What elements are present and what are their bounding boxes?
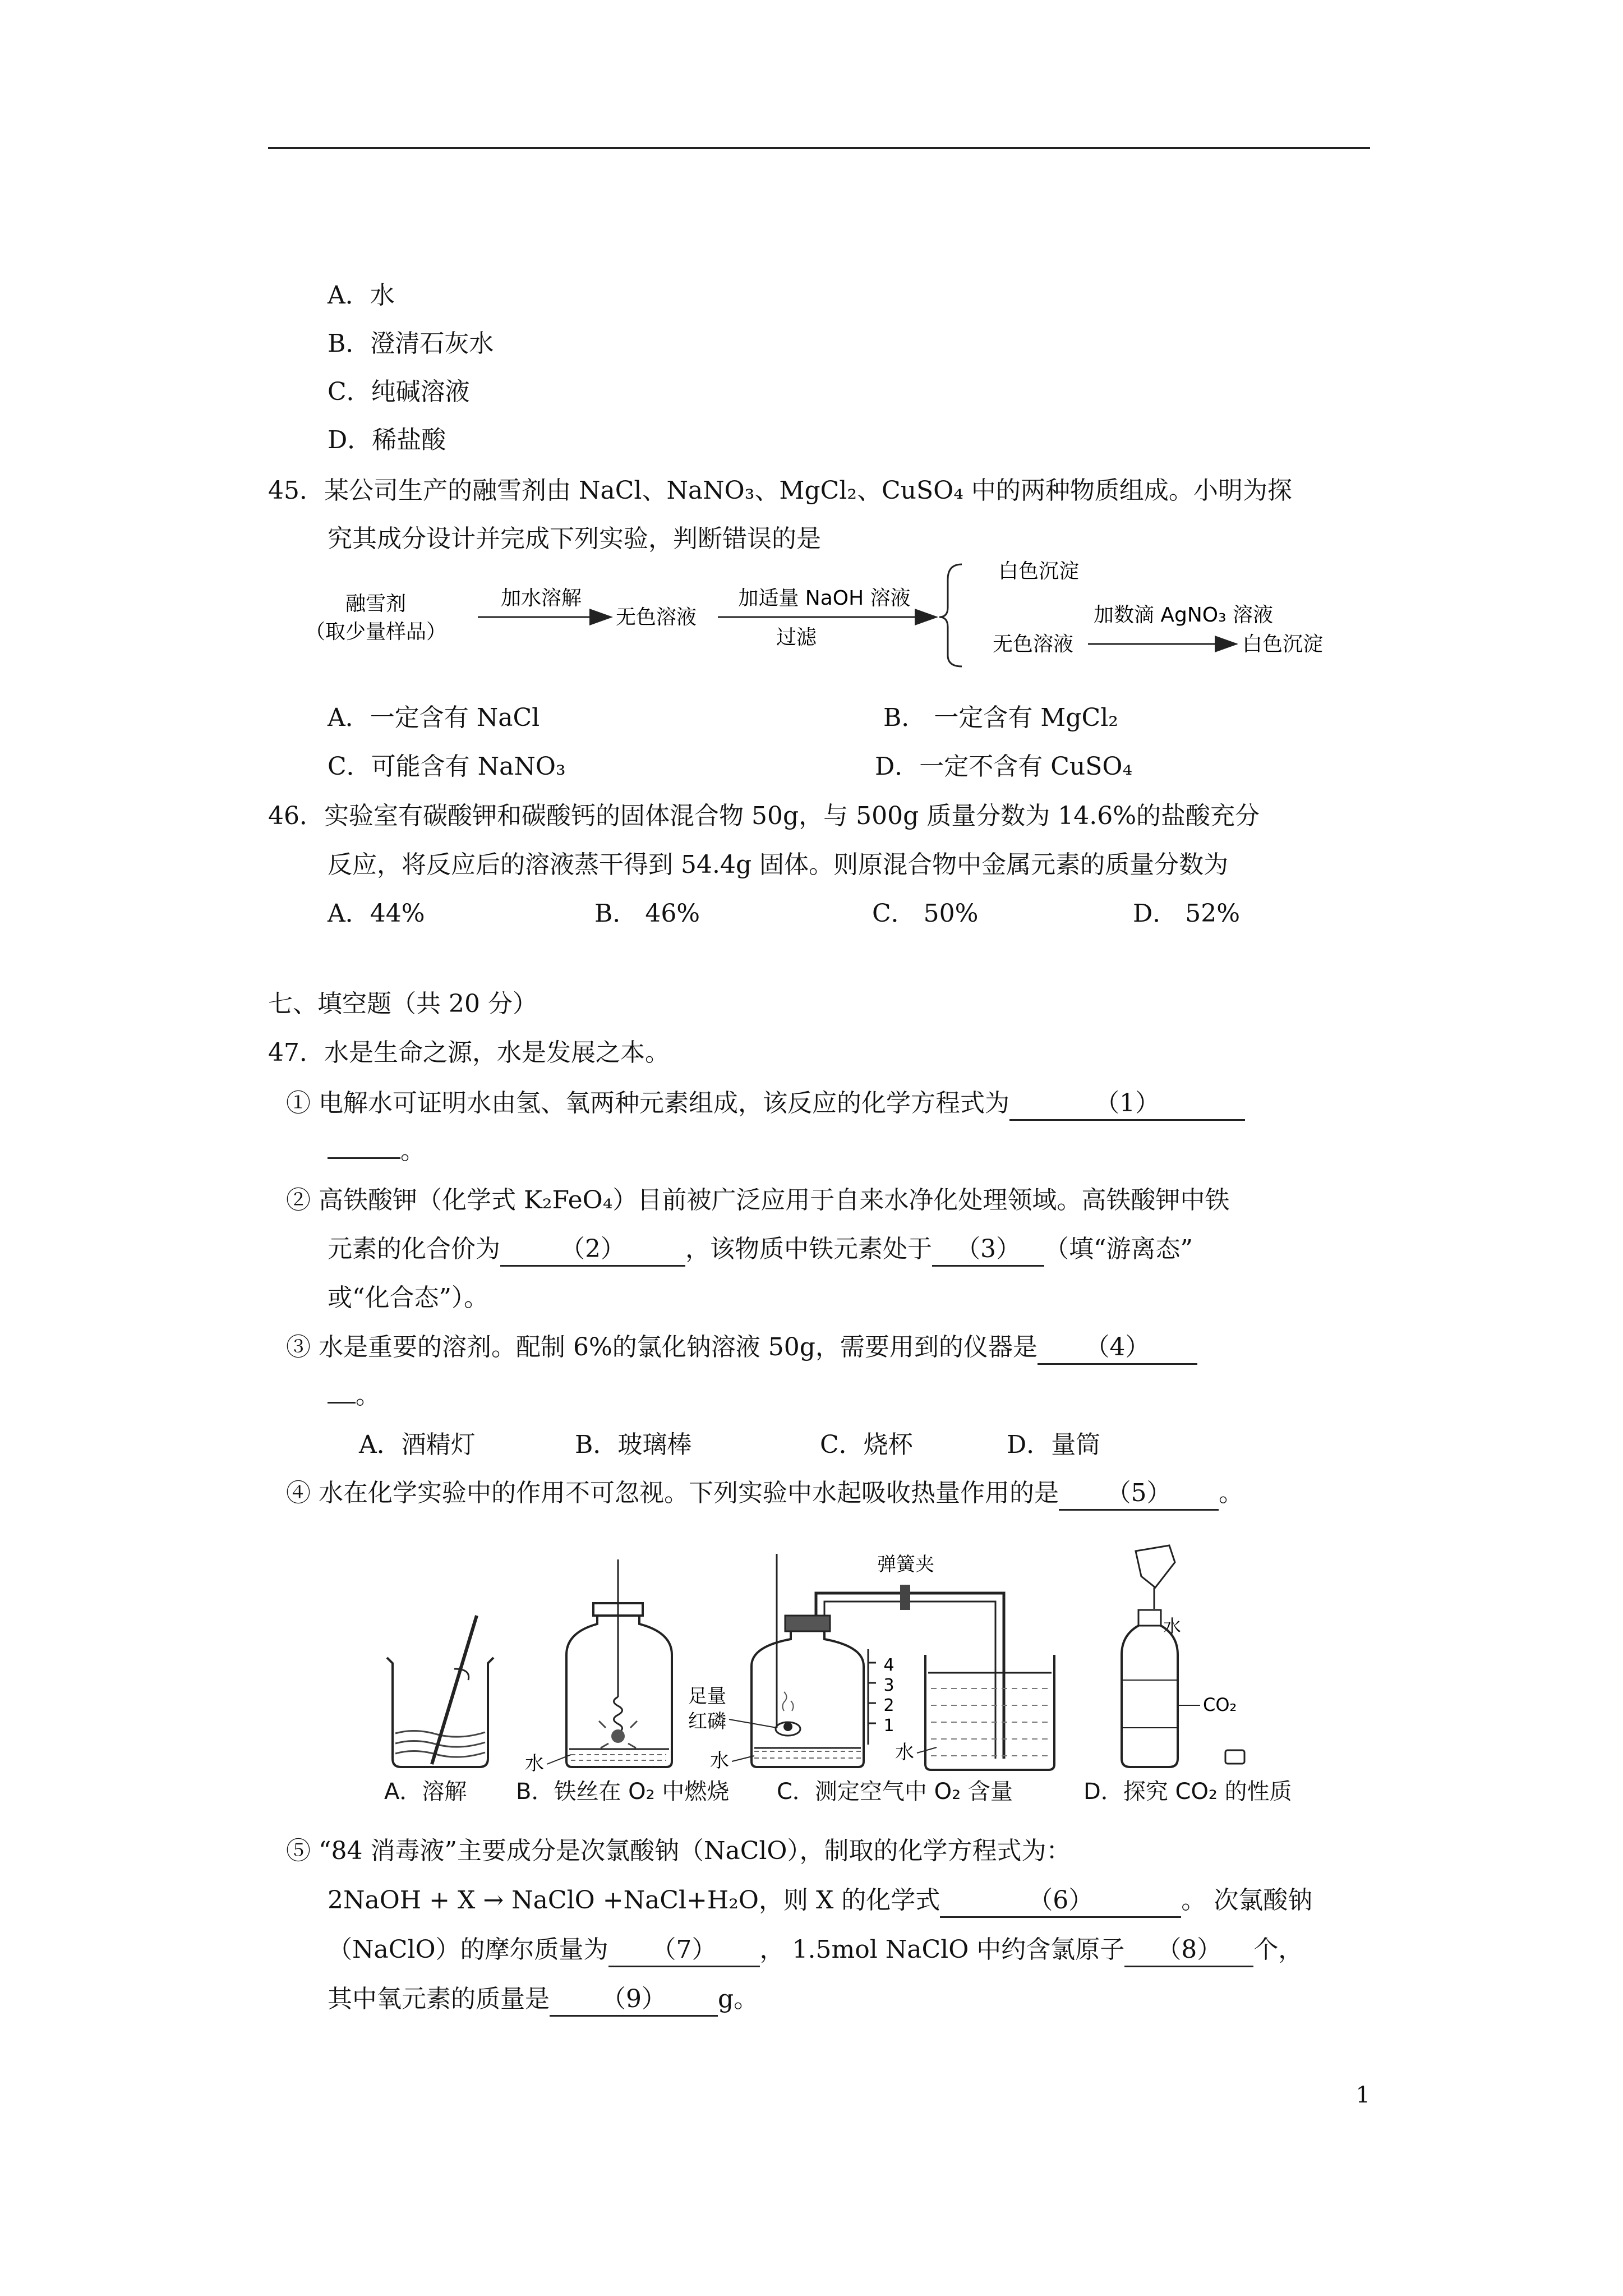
q45-option-d: D．一定不含有 CuSO₄: [875, 752, 1133, 781]
p2-line2b: ，该物质中铁元素处于: [685, 1235, 932, 1263]
p5-line3c: 个，: [1253, 1935, 1303, 1964]
q45-stem-line2: 究其成分设计并完成下列实验，判断错误的是: [328, 524, 821, 553]
blank-9-label: （9）: [601, 1985, 666, 2013]
blank-8-label: （8）: [1156, 1935, 1222, 1964]
q46-stem-line2: 反应，将反应后的溶液蒸干得到 54.4g 固体。则原混合物中金属元素的质量分数为: [328, 850, 1229, 879]
water-label-c: 水: [710, 1750, 729, 1772]
scale-2: 2: [883, 1696, 895, 1715]
p3-option-d: D．量筒: [1007, 1430, 1101, 1459]
p1-number: ①: [286, 1089, 311, 1117]
p5-number: ⑤: [286, 1837, 311, 1865]
blank-8[interactable]: [1124, 1934, 1253, 1967]
q47-intro: 47．水是生命之源，水是发展之本。: [268, 1038, 670, 1067]
q47-p5-line2: [328, 1884, 1312, 1918]
p3-option-c: C．烧杯: [820, 1430, 913, 1459]
scale-1: 1: [883, 1716, 895, 1736]
p5-line2a: 2NaOH + X → NaClO +NaCl+H₂O，则 X 的化学式: [328, 1886, 940, 1915]
flow-branch-bottom: 无色溶液: [993, 633, 1074, 656]
apparatus-b-gas-jar: [525, 1559, 672, 1775]
flow-end: 白色沉淀: [1242, 633, 1324, 656]
p5-line2b: 。 次氯酸钠: [1181, 1886, 1313, 1915]
flow-step3-label: 加数滴 AgNO₃ 溶液: [1093, 604, 1274, 627]
blank-9[interactable]: [550, 1984, 718, 2017]
q47-apparatus-figure: [359, 1543, 1385, 1795]
q44-option-a: A．水: [328, 281, 395, 310]
p2-line2a: 元素的化合价为: [328, 1235, 500, 1263]
q47-p2-line2: [328, 1232, 1193, 1267]
water-label-b: 水: [525, 1752, 544, 1775]
q47-p1: [286, 1087, 1245, 1121]
water-label-c2: 水: [895, 1741, 914, 1764]
p1-end: 。: [400, 1137, 425, 1165]
caption-d: D．探究 CO₂ 的性质: [1083, 1779, 1292, 1805]
co2-label: CO₂: [1203, 1694, 1237, 1715]
q47-p5-line1: [286, 1834, 1071, 1868]
q47-p3: [286, 1331, 1197, 1365]
blank-1-cont[interactable]: [328, 1157, 400, 1159]
blank-5[interactable]: [1059, 1478, 1219, 1511]
blank-4[interactable]: [1038, 1332, 1197, 1365]
p3-option-a: A．酒精灯: [359, 1430, 476, 1459]
apparatus-c-oxygen-measure: [688, 1553, 1054, 1772]
q45-option-a: A．一定含有 NaCl: [328, 703, 540, 732]
q44-option-b: B．澄清石灰水: [328, 329, 494, 358]
p3-end: 。: [356, 1381, 380, 1410]
q47-p5-line3: [328, 1933, 1303, 1967]
scale-4: 4: [883, 1655, 895, 1675]
flow-brace: [939, 564, 962, 666]
blank-7[interactable]: [608, 1934, 760, 1967]
flow-step1-label: 加水溶解: [500, 587, 582, 610]
blank-6[interactable]: [940, 1885, 1181, 1918]
p5-line3b: ， 1.5mol NaClO 中约含氯原子: [759, 1935, 1125, 1964]
spring-clip-label: 弹簧夹: [877, 1553, 934, 1576]
q45-stem-line1: 45．某公司生产的融雪剂由 NaCl、NaNO₃、MgCl₂、CuSO₄ 中的两种物质组成。小明为探: [268, 476, 1292, 505]
caption-c: C．测定空气中 O₂ 含量: [777, 1779, 1013, 1805]
q47-p2-line3: 或“化合态”）。: [328, 1283, 488, 1312]
water-label-d: 水: [1163, 1616, 1182, 1637]
blank-1-label: （1）: [1095, 1089, 1160, 1117]
p4-text: 水在化学实验中的作用不可忽视。下列实验中水起吸收热量作用的是: [319, 1479, 1059, 1507]
page-number: 1: [1355, 2082, 1370, 2108]
flow-step2-top: 加适量 NaOH 溶液: [738, 587, 911, 610]
q47-p5-line4: [328, 1982, 758, 2017]
flow-start-top: 融雪剂: [345, 592, 407, 615]
phosphorus-label-2: 红磷: [688, 1710, 726, 1733]
q47-p2-line1: [286, 1184, 1229, 1217]
q44-option-c: C．纯碱溶液: [328, 378, 470, 406]
section-7-heading: 七、填空题（共 20 分）: [268, 990, 537, 1018]
blank-4-cont[interactable]: [328, 1402, 356, 1404]
q46-option-d: D． 52%: [1133, 899, 1241, 928]
caption-b: B．铁丝在 O₂ 中燃烧: [516, 1779, 730, 1805]
flow-branch-top: 白色沉淀: [998, 560, 1080, 583]
p4-end: 。: [1219, 1479, 1243, 1507]
blank-2[interactable]: [500, 1234, 685, 1267]
apparatus-d-co2-bottle: [1122, 1545, 1244, 1767]
q45-flow-diagram: [305, 554, 1357, 666]
p2-text: 高铁酸钾（化学式 K₂FeO₄）目前被广泛应用于自来水净化处理领域。高铁酸钾中铁: [319, 1186, 1230, 1214]
blank-1[interactable]: [1009, 1088, 1245, 1121]
blank-5-label: （5）: [1106, 1479, 1172, 1507]
q45-option-b: B． 一定含有 MgCl₂: [883, 703, 1118, 732]
scale-3: 3: [883, 1676, 895, 1695]
p3-text: 水是重要的溶剂。配制 6%的氯化钠溶液 50g，需要用到的仪器是: [319, 1333, 1038, 1361]
header-rule: [268, 147, 1370, 149]
p5-line3a: （NaClO）的摩尔质量为: [328, 1935, 608, 1964]
p2-number: ②: [286, 1186, 311, 1214]
blank-3[interactable]: [932, 1234, 1044, 1267]
blank-6-label: （6）: [1028, 1886, 1094, 1915]
q47-p3-cont: [328, 1379, 380, 1412]
blank-2-label: （2）: [560, 1235, 625, 1263]
q47-p1-cont: [328, 1134, 425, 1168]
blank-3-label: （3）: [956, 1235, 1021, 1263]
p3-number: ③: [286, 1333, 311, 1361]
q46-option-b: B． 46%: [594, 899, 700, 928]
q46-option-a: A．44%: [328, 899, 425, 928]
p3-option-b: B．玻璃棒: [575, 1430, 692, 1459]
flow-mid: 无色溶液: [615, 606, 697, 629]
q46-stem-line1: 46．实验室有碳酸钾和碳酸钙的固体混合物 50g，与 500g 质量分数为 14.6%的盐酸充分: [268, 802, 1260, 830]
p1-text: 电解水可证明水由氢、氧两种元素组成，该反应的化学方程式为: [319, 1089, 1009, 1117]
blank-4-label: （4）: [1085, 1333, 1150, 1361]
flow-step2-bottom: 过滤: [776, 626, 817, 649]
p4-number: ④: [286, 1479, 311, 1507]
apparatus-a-beaker: [387, 1616, 494, 1767]
q46-option-c: C． 50%: [872, 899, 979, 928]
p5-text: “84 消毒液”主要成分是次氯酸钠（NaClO），制取的化学方程式为：: [319, 1837, 1071, 1865]
caption-a: A．溶解: [384, 1779, 467, 1805]
p5-line4b: g。: [718, 1985, 759, 2013]
p2-line2c: （填“游离态”: [1044, 1235, 1193, 1263]
blank-7-label: （7）: [651, 1935, 717, 1964]
q45-option-c: C．可能含有 NaNO₃: [328, 752, 566, 781]
q44-option-d: D．稀盐酸: [328, 426, 446, 454]
phosphorus-label-1: 足量: [688, 1685, 726, 1708]
q47-p4: [286, 1476, 1243, 1511]
flow-start-bottom: （取少量样品）: [305, 620, 447, 643]
p5-line4a: 其中氧元素的质量是: [328, 1985, 550, 2013]
